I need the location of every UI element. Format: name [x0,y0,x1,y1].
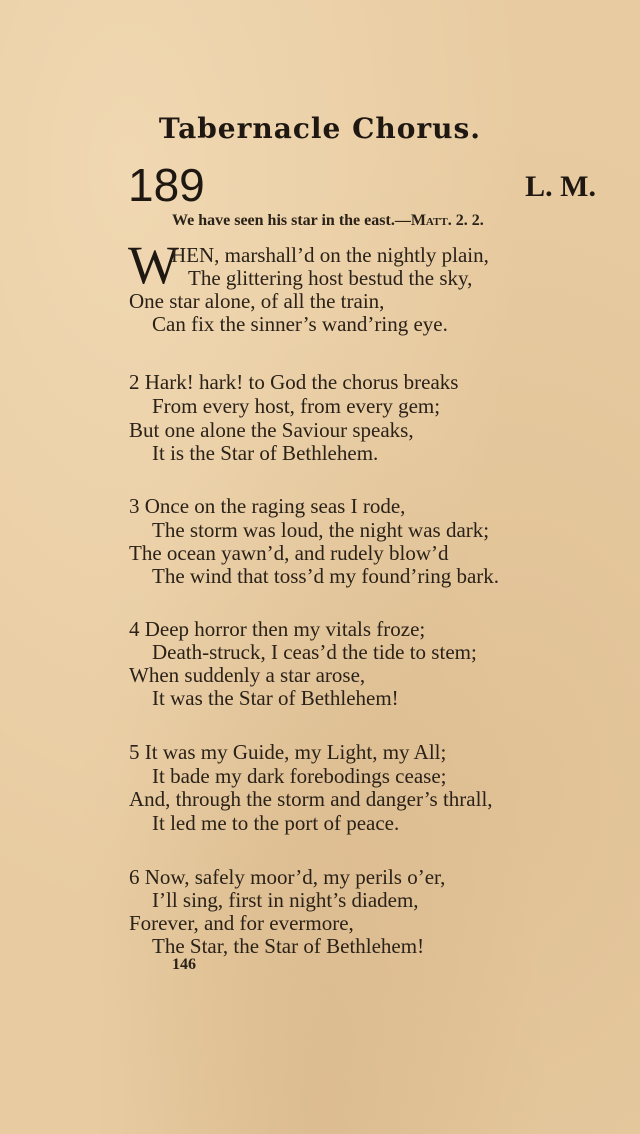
hymn-number: 189 [128,159,205,211]
stanza-2-line-3: But one alone the Saviour speaks, [129,418,414,442]
stanza-3-line-2: The storm was loud, the night was dark; [152,518,490,542]
page-number: 146 [172,956,196,973]
stanza-3-line-4: The wind that toss’d my found’ring bark. [152,564,500,588]
stanza-5-line-4: It led me to the port of peace. [152,811,400,835]
stanza-4-line-3: When suddenly a star arose, [129,663,366,687]
running-head: Tabernacle Chorus. [158,112,482,145]
stanza-6-line-3: Forever, and for evermore, [129,911,354,935]
stanza-2-line-1: 2 Hark! hark! to God the chorus breaks [129,370,459,394]
stanza-6-line-4: The Star, the Star of Bethlehem! [152,934,425,958]
drop-cap: W [128,235,179,295]
stanza-6-line-2: I’ll sing, first in night’s diadem, [152,888,419,912]
meter: L. M. [525,170,596,203]
stanza-5-line-3: And, through the storm and danger’s thrall, [129,787,493,811]
stanza-1-line-2: The glittering host bestud the sky, [188,266,473,290]
stanza-4-line-4: It was the Star of Bethlehem! [152,686,399,710]
stanza-3-line-1: 3 Once on the raging seas I rode, [129,494,406,518]
stanza-2-line-4: It is the Star of Bethlehem. [152,441,379,465]
epigraph-text: We have seen his star in the east.— [172,212,411,229]
stanza-6-line-1: 6 Now, safely moor’d, my perils o’er, [129,865,446,889]
stanza-3-line-3: The ocean yawn’d, and rudely blow’d [129,541,449,565]
epigraph-reference: Matt. 2. 2. [410,212,484,229]
stanza-4-line-1: 4 Deep horror then my vitals froze; [129,617,426,641]
stanza-1-line-4: Can fix the sinner’s wand’ring eye. [152,312,448,336]
stanza-1-line-1: HEN, marshall’d on the nightly plain, [171,243,489,267]
stanza-5-line-1: 5 It was my Guide, my Light, my All; [129,740,447,764]
stanza-2-line-2: From every host, from every gem; [152,394,441,418]
stanza-5-line-2: It bade my dark forebodings cease; [152,764,447,788]
stanza-4-line-2: Death-struck, I ceas’d the tide to stem; [152,640,477,664]
epigraph [172,212,484,230]
stanza-1-line-3: One star alone, of all the train, [129,289,385,313]
